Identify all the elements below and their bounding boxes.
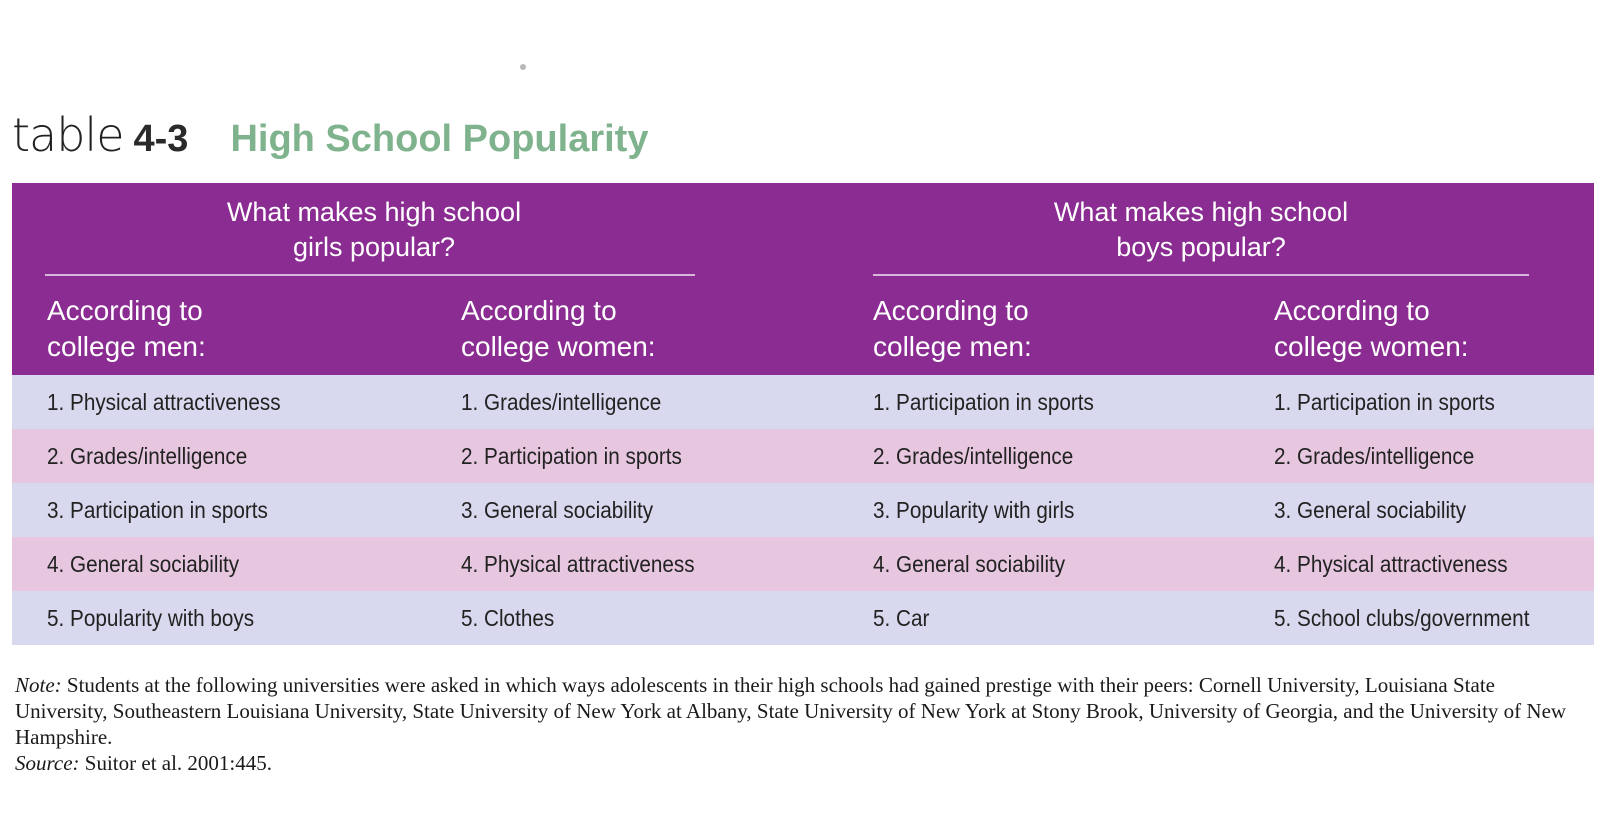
table-cell: 4. General sociability	[47, 551, 240, 577]
popularity-table	[12, 183, 1594, 645]
table-cell: 2. Grades/intelligence	[47, 443, 248, 469]
table-cell: 5. Popularity with boys	[47, 605, 255, 631]
column-header-line: college men:	[47, 331, 206, 362]
table-notes	[15, 672, 1575, 776]
table-row	[12, 483, 1594, 537]
table-header	[12, 183, 1594, 375]
group-heading-boys	[961, 195, 1441, 265]
table-cell: 1. Physical attractiveness	[47, 389, 281, 415]
column-header-line: According to	[47, 295, 203, 326]
group-heading-line: girls popular?	[292, 232, 456, 262]
table-title-text: High School Popularity	[230, 118, 649, 160]
table-cell: 4. General sociability	[873, 551, 1066, 577]
column-header-line: According to	[461, 295, 617, 326]
note-text: Students at the following universities were asked in which ways adolescents in their high schools had gained prestige with their peers: Cornell University, Louisiana State University, Southeastern Louisiana University, State University of New York at Albany, State University of New York at Stony Brook, University of Georgia, and the University of New Hampshire.	[15, 673, 1567, 749]
table-row	[12, 537, 1594, 591]
note-label: Note:	[15, 673, 62, 697]
column-header-boys-men	[873, 293, 1032, 365]
table-cell: 5. Car	[873, 605, 930, 631]
table-cell: 3. Participation in sports	[47, 497, 268, 523]
column-header-boys-women	[1274, 293, 1469, 365]
table-row	[12, 375, 1594, 429]
table-cell: 2. Grades/intelligence	[873, 443, 1074, 469]
note-paragraph	[15, 672, 1575, 750]
group-rule-girls	[45, 274, 695, 276]
group-heading-girls	[134, 195, 614, 265]
source-paragraph	[15, 750, 1575, 776]
group-heading-line: What makes high school	[226, 197, 522, 227]
table-cell: 2. Grades/intelligence	[1274, 443, 1475, 469]
group-rule-boys	[873, 274, 1529, 276]
scan-speck	[520, 64, 526, 70]
table-row	[12, 429, 1594, 483]
column-header-girls-men	[47, 293, 206, 365]
table-cell: 1. Grades/intelligence	[461, 389, 662, 415]
column-header-line: college men:	[873, 331, 1032, 362]
table-label-word: table	[12, 108, 124, 162]
table-cell: 1. Participation in sports	[1274, 389, 1495, 415]
table-cell: 1. Participation in sports	[873, 389, 1094, 415]
table-cell: 2. Participation in sports	[461, 443, 682, 469]
column-header-line: college women:	[1274, 331, 1469, 362]
table-cell: 5. Clothes	[461, 605, 555, 631]
column-header-line: According to	[1274, 295, 1430, 326]
source-label: Source:	[15, 751, 80, 775]
table-cell: 4. Physical attractiveness	[461, 551, 695, 577]
source-text: Suitor et al. 2001:445.	[79, 751, 273, 775]
table-row	[12, 591, 1594, 645]
table-cell: 3. Popularity with girls	[873, 497, 1075, 523]
table-cell: 4. Physical attractiveness	[1274, 551, 1508, 577]
table-cell: 5. School clubs/government	[1274, 605, 1530, 631]
group-heading-line: What makes high school	[1053, 197, 1349, 227]
column-header-line: According to	[873, 295, 1029, 326]
table-cell: 3. General sociability	[1274, 497, 1467, 523]
column-header-line: college women:	[461, 331, 656, 362]
table-cell: 3. General sociability	[461, 497, 654, 523]
group-heading-line: boys popular?	[1116, 232, 1286, 262]
table-number: 4-3	[133, 118, 189, 160]
column-header-girls-women	[461, 293, 656, 365]
table-body	[12, 375, 1594, 645]
table-title	[12, 108, 649, 162]
